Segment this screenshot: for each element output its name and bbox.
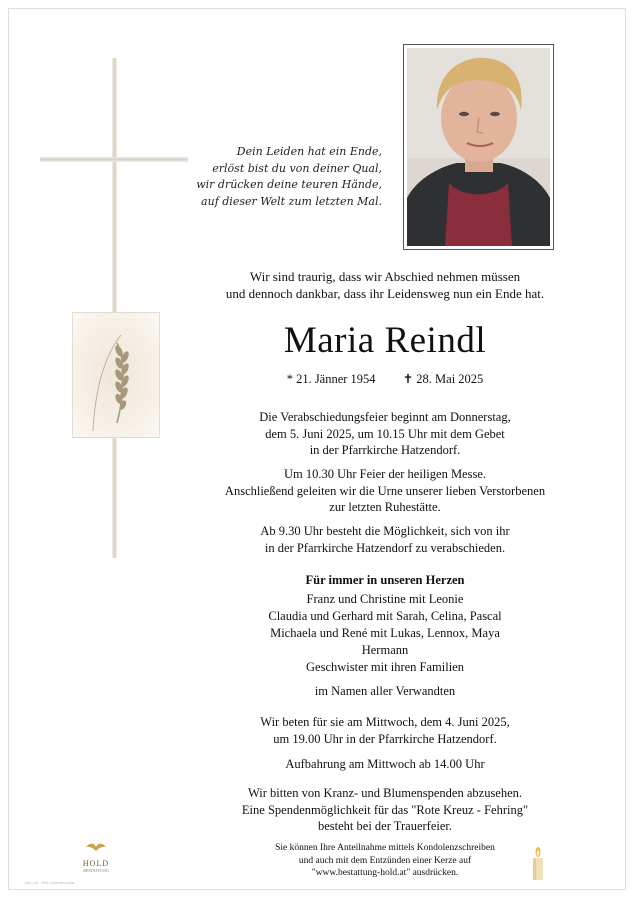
cross-horizontal-beam <box>40 157 188 162</box>
prayer-paragraph <box>170 714 600 747</box>
family-list <box>170 591 600 676</box>
portrait-photo <box>403 44 554 250</box>
paragraph-line: Ab 9.30 Uhr besteht die Möglichkeit, sich von ihr <box>260 524 510 538</box>
poem-line: Dein Leiden hat ein Ende, <box>236 145 382 158</box>
dove-icon <box>84 841 108 853</box>
logo-subtitle: BESTATTUNG <box>83 868 109 873</box>
paragraph-line: Eine Spendenmöglichkeit für das "Rote Kreuz - Fehring" <box>241 802 529 817</box>
paragraph-line: Die Verabschiedungsfeier beginnt am Donnerstag, <box>259 410 511 424</box>
paragraph-line: Wir beten für sie am Mittwoch, dem 4. Juni 2025, <box>260 715 510 729</box>
deceased-name: Maria Reindl <box>283 320 487 361</box>
poem-line: wir drücken deine teuren Hände, <box>196 178 382 191</box>
mass-paragraph <box>170 466 600 516</box>
condolence-line: Sie können Ihre Anteilnahme mittels Kondolenzschreiben <box>275 843 495 853</box>
paragraph-line: Wir bitten von Kranz- und Blumenspenden abzusehen. <box>247 786 523 800</box>
paragraph-line: zur letzten Ruhestätte. <box>329 500 441 514</box>
footer-note: Jahn 15 · Wie Lebedeuaufla <box>24 880 75 885</box>
family-heading: Für immer in unseren Herzen <box>305 573 465 587</box>
family-line: Michaela und René mit Lukas, Lennox, Maya <box>270 626 500 640</box>
donation-paragraph <box>170 785 600 835</box>
poem-line: erlöst bist du von deiner Qual, <box>212 161 382 175</box>
viewing-paragraph: Aufbahrung am Mittwoch ab 14.00 Uhr <box>285 757 485 771</box>
relatives-line: im Namen aller Verwandten <box>314 684 456 698</box>
wheat-ear-icon <box>73 313 161 439</box>
paragraph-line: Anschließend geleiten wir die Urne unserer lieben Verstorbenen <box>224 483 546 498</box>
funeral-home-logo <box>76 840 116 873</box>
candle-icon <box>530 846 546 885</box>
poem-line: auf dieser Welt zum letzten Mal. <box>201 194 382 208</box>
logo-name: HOLD <box>82 859 110 868</box>
family-line: Geschwister mit ihren Familien <box>306 660 464 674</box>
wheat-image <box>72 312 160 438</box>
intro-line: Wir sind traurig, dass wir Abschied nehmen müssen <box>249 269 521 284</box>
condolence-line: "www.bestattung-hold.at" ausdrücken. <box>311 868 459 878</box>
farewell-paragraph <box>170 523 600 556</box>
cross-vertical-beam <box>112 58 117 558</box>
family-line: Franz und Christine mit Leonie <box>306 592 464 606</box>
ceremony-paragraph <box>170 409 600 459</box>
condolence-line: und auch mit dem Entzünden einer Kerze auf <box>298 855 472 866</box>
paragraph-line: Um 10.30 Uhr Feier der heiligen Messe. <box>283 467 487 481</box>
paragraph-line: dem 5. Juni 2025, um 10.15 Uhr mit dem Gebet <box>265 426 505 441</box>
family-line: Hermann <box>361 643 409 657</box>
birth-date: * 21. Jänner 1954 <box>286 372 376 386</box>
death-date: ✝ 28. Mai 2025 <box>402 372 484 386</box>
intro-text <box>170 268 600 302</box>
paragraph-line: besteht bei der Trauerfeier. <box>318 819 452 833</box>
family-line: Claudia und Gerhard mit Sarah, Celina, Pascal <box>268 609 502 623</box>
paragraph-line: um 19.00 Uhr in der Pfarrkirche Hatzendorf. <box>273 731 497 746</box>
life-dates <box>170 371 600 387</box>
portrait-person-icon <box>407 48 550 246</box>
paragraph-line: in der Pfarrkirche Hatzendorf. <box>309 443 461 457</box>
intro-line: und dennoch dankbar, dass ihr Leidensweg nun ein Ende hat. <box>225 286 545 301</box>
paragraph-line: in der Pfarrkirche Hatzendorf zu verabschieden. <box>264 540 506 555</box>
poem <box>190 144 382 210</box>
